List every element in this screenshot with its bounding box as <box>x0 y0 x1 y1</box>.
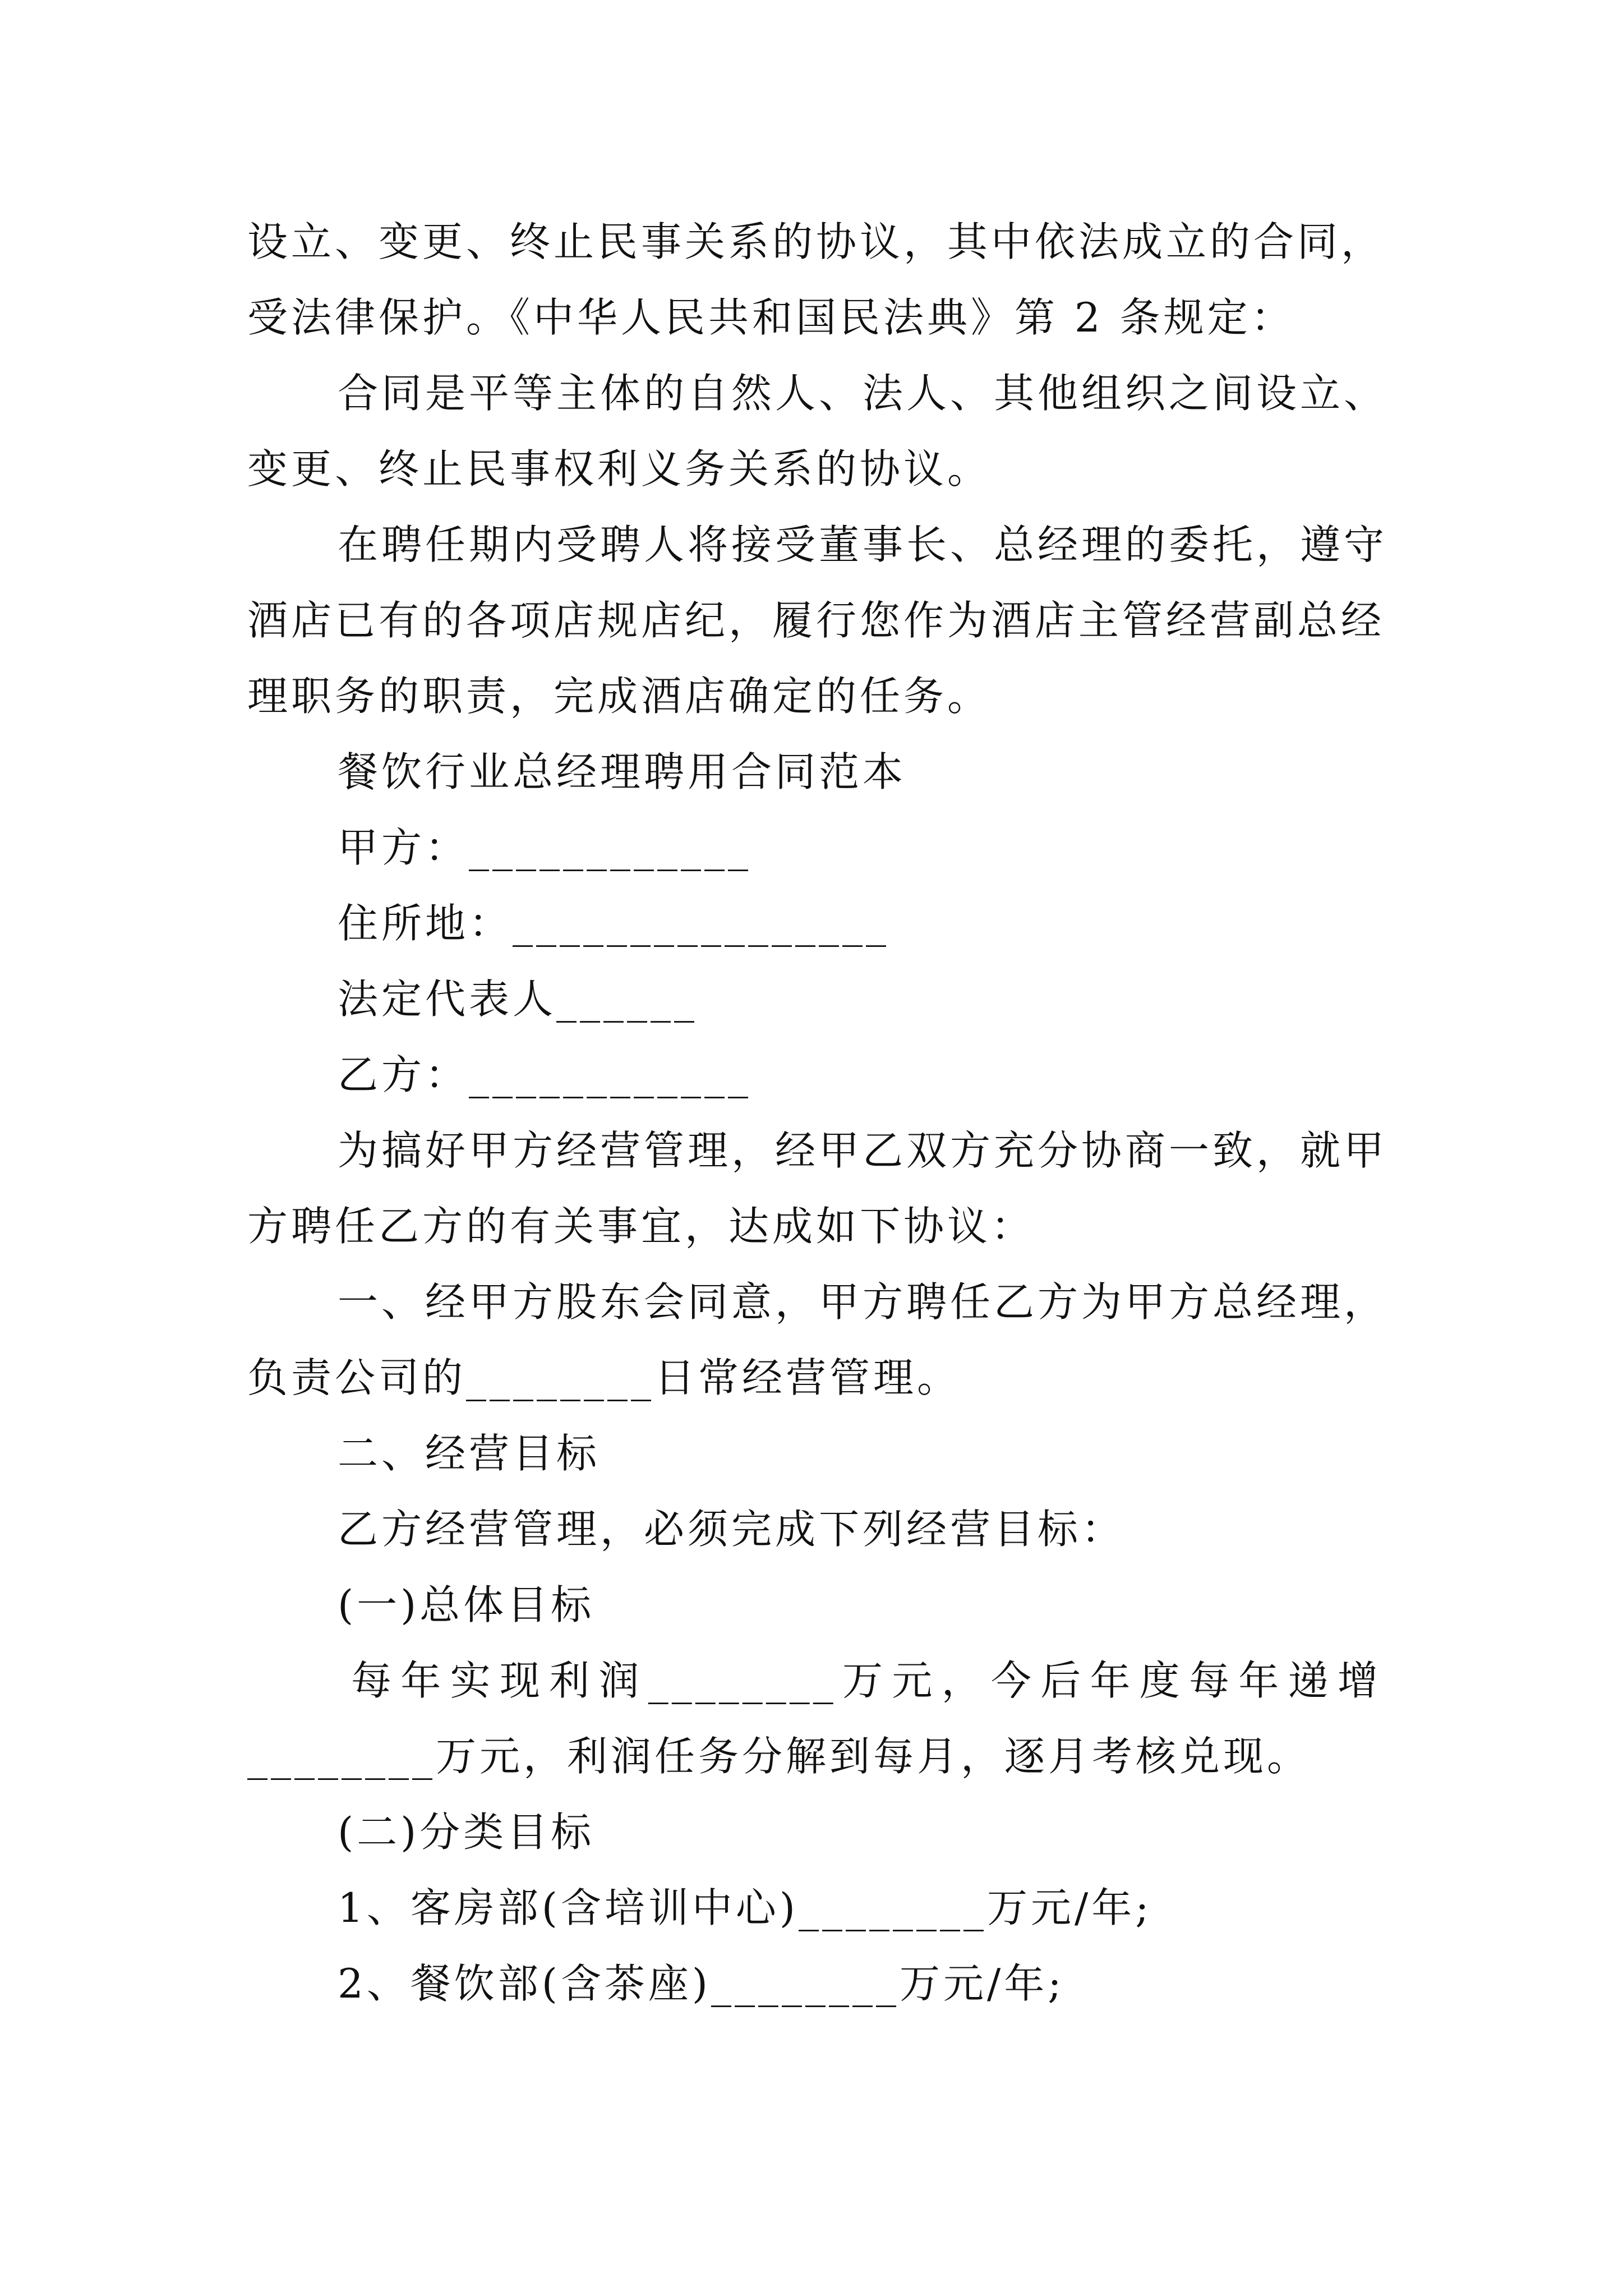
list-item: 2、餐饮部(含茶座)________万元/年; <box>338 1960 1065 2007</box>
text-line: 负责公司的________日常经营管理。 <box>247 1354 961 1401</box>
text-line: 一、经甲方股东会同意，甲方聘任乙方为甲方总经理， <box>338 1278 1388 1326</box>
subsection-heading: (二)分类目标 <box>338 1809 595 1856</box>
address-field: 住所地：________________ <box>338 900 890 947</box>
text-line: 受法律保护。《中华人民共和国民法典》第 2 条规定： <box>247 294 1295 341</box>
subsection-heading: (一)总体目标 <box>338 1581 595 1628</box>
party-a-field: 甲方：____________ <box>338 824 752 871</box>
party-b-field: 乙方：____________ <box>338 1051 752 1098</box>
text-line: 乙方经营管理，必须完成下列经营目标： <box>338 1506 1126 1553</box>
text-line: 方聘任乙方的有关事宜，达成如下协议： <box>247 1203 1035 1250</box>
text-line: ________万元，利润任务分解到每月，逐月考核兑现。 <box>247 1733 1311 1780</box>
text-line: 为搞好甲方经营管理，经甲乙双方充分协商一致，就甲 <box>338 1127 1388 1174</box>
text-line: 设立、变更、终止民事关系的协议，其中依法成立的合同， <box>247 218 1385 265</box>
section-heading: 二、经营目标 <box>338 1430 601 1477</box>
text-line: 变更、终止民事权利义务关系的协议。 <box>247 445 992 493</box>
text-line: 理职务的职责，完成酒店确定的任务。 <box>247 673 992 720</box>
section-heading: 餐饮行业总经理聘用合同范本 <box>338 748 907 795</box>
text-line: 酒店已有的各项店规店纪，履行您作为酒店主管经营副总经 <box>247 597 1385 644</box>
text-line: 合同是平等主体的自然人、法人、其他组织之间设立、 <box>338 370 1388 417</box>
text-line: 每年实现利润________万元，今后年度每年递增 <box>351 1657 1381 1704</box>
legal-representative-field: 法定代表人______ <box>338 976 698 1023</box>
text-line: 在聘任期内受聘人将接受董事长、总经理的委托，遵守 <box>338 521 1388 568</box>
list-item: 1、客房部(含培训中心)________万元/年; <box>338 1884 1152 1931</box>
